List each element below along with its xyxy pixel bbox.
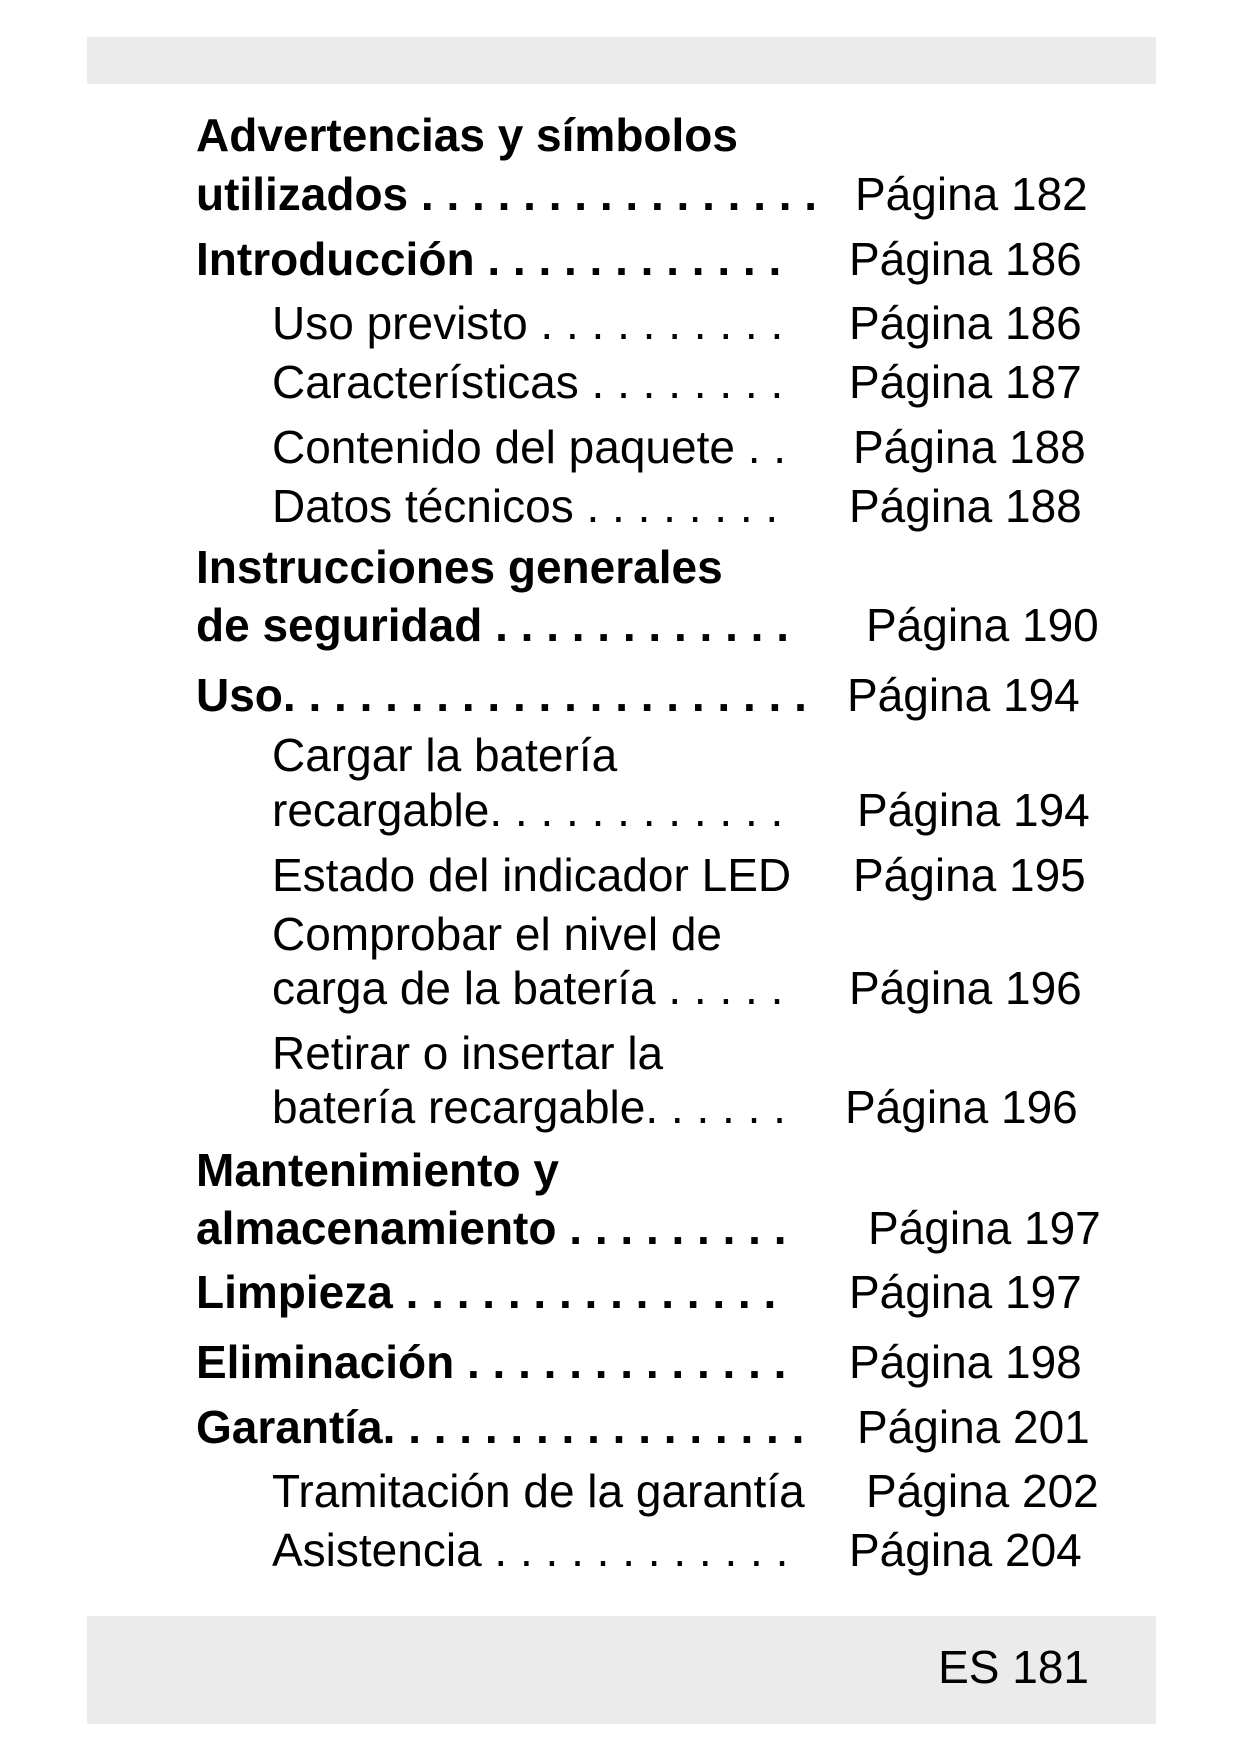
toc-page-uso-previsto[interactable]: Página 186 (849, 297, 1082, 349)
toc-entry-estado-led[interactable]: Estado del indicador LED (272, 849, 792, 901)
toc-page-introduccion[interactable]: Página 186 (849, 233, 1082, 285)
toc-entry-cargar-line1[interactable]: Cargar la batería (272, 729, 618, 781)
toc-page-estado-led[interactable]: Página 195 (853, 849, 1086, 901)
toc-entry-advertencias-line1[interactable]: Advertencias y símbolos (196, 109, 738, 161)
toc-entry-uso-previsto[interactable]: Uso previsto . . . . . . . . . . (272, 297, 784, 349)
toc-page-garantia[interactable]: Página 201 (857, 1401, 1090, 1453)
toc-entry-eliminacion[interactable]: Eliminación . . . . . . . . . . . . . (196, 1336, 787, 1388)
toc-entry-datos-tecnicos[interactable]: Datos técnicos . . . . . . . . (272, 480, 779, 532)
toc-page-eliminacion[interactable]: Página 198 (849, 1336, 1082, 1388)
toc-page-advertencias[interactable]: Página 182 (855, 168, 1088, 220)
toc-entry-introduccion[interactable]: Introducción . . . . . . . . . . . . (196, 233, 782, 285)
toc-entry-comprobar-line1[interactable]: Comprobar el nivel de (272, 908, 723, 960)
toc-page-mantenimiento[interactable]: Página 197 (868, 1202, 1101, 1254)
toc-page-instrucciones[interactable]: Página 190 (866, 599, 1099, 651)
toc-entry-instrucciones-line2[interactable]: de seguridad . . . . . . . . . . . . (196, 599, 790, 651)
toc-entry-mantenimiento-line1[interactable]: Mantenimiento y (196, 1144, 559, 1196)
toc-entry-garantia[interactable]: Garantía. . . . . . . . . . . . . . . . . (196, 1401, 805, 1453)
toc-entry-retirar-line1[interactable]: Retirar o insertar la (272, 1027, 664, 1079)
toc-entry-limpieza[interactable]: Limpieza . . . . . . . . . . . . . . . (196, 1266, 777, 1318)
toc-entry-comprobar-line2[interactable]: carga de la batería . . . . . (272, 962, 784, 1014)
toc-page-asistencia[interactable]: Página 204 (849, 1524, 1082, 1576)
toc-page-comprobar[interactable]: Página 196 (849, 962, 1082, 1014)
toc-page-contenido[interactable]: Página 188 (853, 421, 1086, 473)
toc-entry-retirar-line2[interactable]: batería recargable. . . . . . (272, 1081, 786, 1133)
toc-entry-mantenimiento-line2[interactable]: almacenamiento . . . . . . . . . (196, 1202, 787, 1254)
page-number: ES 181 (938, 1641, 1089, 1693)
toc-entry-caracteristicas[interactable]: Características . . . . . . . . (272, 356, 784, 408)
toc-entry-advertencias-line2[interactable]: utilizados . . . . . . . . . . . . . . . . (196, 168, 818, 220)
toc-page-caracteristicas[interactable]: Página 187 (849, 356, 1082, 408)
toc-entry-cargar-line2[interactable]: recargable. . . . . . . . . . . . (272, 784, 784, 836)
toc-page-cargar[interactable]: Página 194 (857, 784, 1090, 836)
toc-entry-uso[interactable]: Uso. . . . . . . . . . . . . . . . . . . . . (196, 669, 807, 721)
toc-page-datos-tecnicos[interactable]: Página 188 (849, 480, 1082, 532)
header-band (87, 37, 1156, 84)
toc-entry-tramitacion[interactable]: Tramitación de la garantía (272, 1465, 805, 1517)
toc-page-retirar[interactable]: Página 196 (845, 1081, 1078, 1133)
toc-entry-asistencia[interactable]: Asistencia . . . . . . . . . . . . (272, 1524, 789, 1576)
toc-entry-instrucciones-line1[interactable]: Instrucciones generales (196, 541, 723, 593)
toc-page-limpieza[interactable]: Página 197 (849, 1266, 1082, 1318)
toc-entry-contenido[interactable]: Contenido del paquete . . (272, 421, 787, 473)
toc-page-tramitacion[interactable]: Página 202 (866, 1465, 1099, 1517)
toc-page-uso[interactable]: Página 194 (847, 669, 1080, 721)
